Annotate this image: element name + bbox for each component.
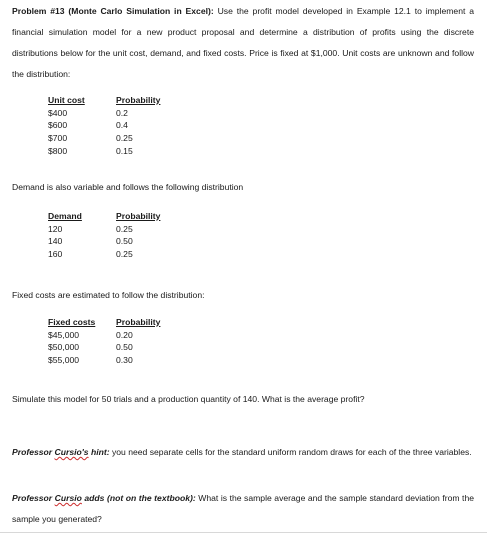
table-cell: 140 <box>48 236 63 247</box>
table-header-row <box>48 316 176 329</box>
fixed-intro: Fixed costs are estimated to follow the distribution: <box>12 290 205 300</box>
hint-name: Cursio's <box>54 447 89 457</box>
table-cell: $55,000 <box>48 355 80 366</box>
table-cell: 0.20 <box>116 329 133 340</box>
table-row <box>48 341 176 354</box>
table-header-cell: Probability <box>116 211 161 221</box>
demand-table <box>48 210 176 261</box>
table-cell: $50,000 <box>48 342 80 353</box>
table-cell: 120 <box>48 223 63 234</box>
table-header-row <box>48 94 176 107</box>
simulate-instruction: Simulate this model for 50 trials and a production quantity of 140. What is the average profit? <box>12 394 365 404</box>
page-divider <box>0 532 487 533</box>
adds-paragraph <box>12 488 474 530</box>
adds-name: Cursio <box>54 493 82 503</box>
table-header-cell: Probability <box>116 95 161 105</box>
table-cell: $700 <box>48 133 68 144</box>
table-cell: 0.2 <box>116 107 128 118</box>
problem-body: Use the profit model developed in Example 12.1 to implement a financial simulation model for a new product proposal and determine a distribution of profits using the discrete distributions below for the unit cost, demand, and fixed costs. Price is fixed at $1,000. Unit costs are unknown and follow the distribution: <box>12 6 474 79</box>
table-header-row <box>48 210 176 223</box>
table-row <box>48 235 176 248</box>
table-cell: 0.25 <box>116 249 133 260</box>
table-header-cell: Probability <box>116 317 161 327</box>
unit-cost-table <box>48 94 176 158</box>
table-header-cell: Fixed costs <box>48 317 96 327</box>
table-row <box>48 145 176 158</box>
table-cell: $400 <box>48 107 68 118</box>
table-row <box>48 354 176 367</box>
table-cell: 0.15 <box>116 145 133 156</box>
table-row <box>48 132 176 145</box>
table-header-cell: Demand <box>48 211 82 221</box>
table-cell: 0.30 <box>116 355 133 366</box>
fixed-costs-table <box>48 316 176 367</box>
demand-intro: Demand is also variable and follows the following distribution <box>12 182 244 192</box>
problem-heading: Problem #13 (Monte Carlo Simulation in Excel): <box>12 6 214 16</box>
adds-body: What is the sample average and the sample standard deviation from the sample you generated? <box>12 493 475 524</box>
problem-paragraph <box>12 1 474 85</box>
table-cell: 0.4 <box>116 120 128 131</box>
hint-prefix: Professor <box>12 447 53 457</box>
table-row <box>48 107 176 120</box>
table-cell: $600 <box>48 120 68 131</box>
table-row <box>48 223 176 236</box>
table-header-cell: Unit cost <box>48 95 85 105</box>
table-cell: 0.25 <box>116 133 133 144</box>
table-cell: $45,000 <box>48 329 80 340</box>
hint-body: you need separate cells for the standard uniform random draws for each of the three variables. <box>111 447 472 457</box>
table-cell: $800 <box>48 145 68 156</box>
table-cell: 0.25 <box>116 223 133 234</box>
hint-paragraph <box>12 442 474 463</box>
table-cell: 160 <box>48 249 63 260</box>
adds-prefix: Professor <box>12 493 53 503</box>
adds-label: adds (not on the textbook): <box>84 493 196 503</box>
table-row <box>48 119 176 132</box>
table-row <box>48 248 176 261</box>
table-row <box>48 329 176 342</box>
hint-label: hint: <box>90 447 110 457</box>
table-cell: 0.50 <box>116 342 133 353</box>
table-cell: 0.50 <box>116 236 133 247</box>
